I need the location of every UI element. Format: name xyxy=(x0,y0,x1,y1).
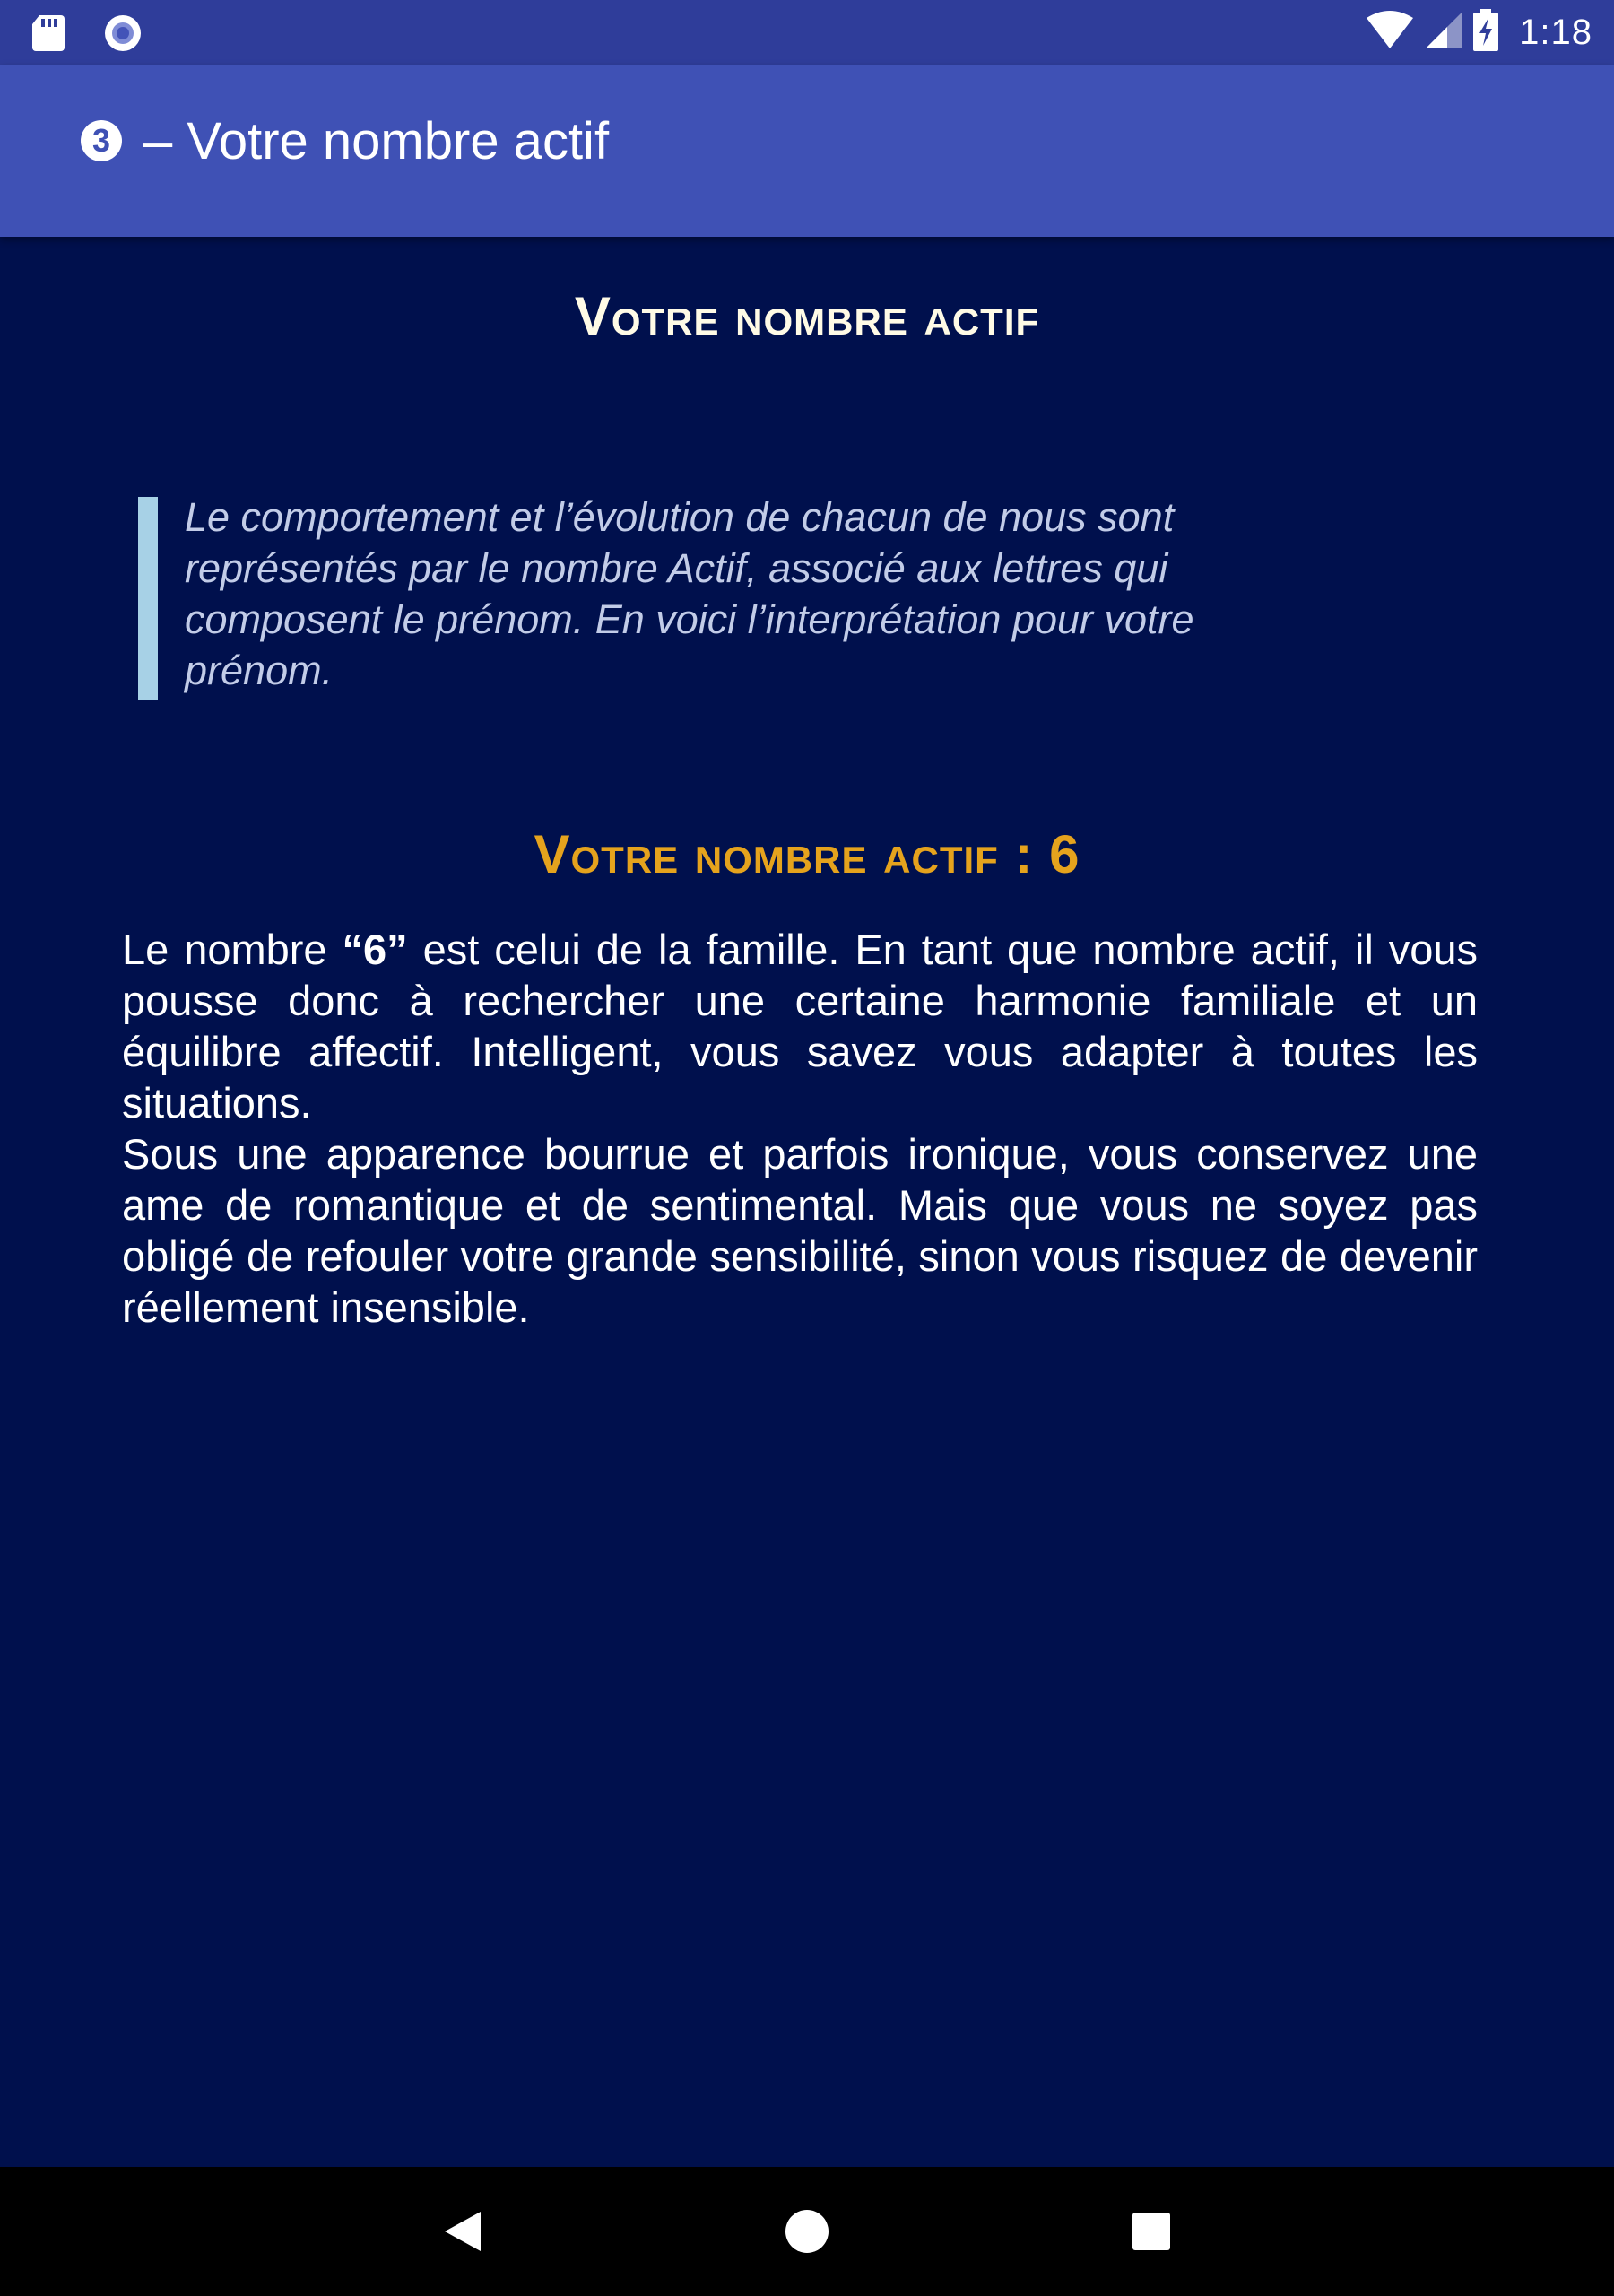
active-number-title: Votre nombre actif : 6 xyxy=(534,824,1080,884)
main-content xyxy=(0,237,1614,2167)
wifi-icon xyxy=(1365,11,1415,55)
status-bar xyxy=(0,0,1614,65)
paragraph-2: Sous une apparence bourrue et parfois ironique, vous conservez une ame de romantique et de sentimental. Mais que vous ne soyez pas obligé de refouler votre grande sensibilité, sinon vous risquez de devenir réellement insensible. xyxy=(122,1130,1478,1331)
notification-dot-icon xyxy=(102,13,143,58)
home-button[interactable] xyxy=(742,2167,872,2296)
battery-charging-icon xyxy=(1472,9,1499,57)
sd-card-icon xyxy=(30,13,66,57)
intro-quote xyxy=(138,494,1286,700)
status-right-icons xyxy=(1365,9,1592,56)
paragraph-1-suffix: est celui de la famille. En tant que nombre actif, il vous pousse donc à rechercher une certaine harmonie familiale et un équilibre affectif. Intelligent, vous savez vous adapter à toutes les situations. xyxy=(122,926,1478,1126)
page-title: – Votre nombre actif xyxy=(143,111,610,170)
navigation-bar xyxy=(0,2167,1614,2296)
app-bar xyxy=(0,65,1614,237)
recents-button[interactable] xyxy=(1087,2167,1216,2296)
status-time: 1:18 xyxy=(1519,12,1592,52)
paragraph-1-number: “6” xyxy=(342,926,408,973)
intro-quote-text: Le comportement et l’évolution de chacun de nous sont représentés par le nombre Actif, associé aux lettres qui composent le prénom. En voici l’interprétation pour votre prénom. xyxy=(185,494,1194,693)
back-button[interactable] xyxy=(398,2167,527,2296)
app-bar-title xyxy=(81,111,609,171)
back-icon xyxy=(439,2208,486,2255)
status-left-icons xyxy=(30,13,143,58)
cell-signal-icon xyxy=(1424,11,1463,55)
home-icon xyxy=(784,2208,830,2255)
paragraph-1-prefix: Le nombre xyxy=(122,926,343,973)
paragraph-1 xyxy=(122,924,1478,1128)
recents-icon xyxy=(1130,2210,1173,2253)
step-number-badge: 3 xyxy=(81,120,122,161)
interpretation-text xyxy=(122,924,1478,1333)
section-title: Votre nombre actif xyxy=(574,286,1040,346)
